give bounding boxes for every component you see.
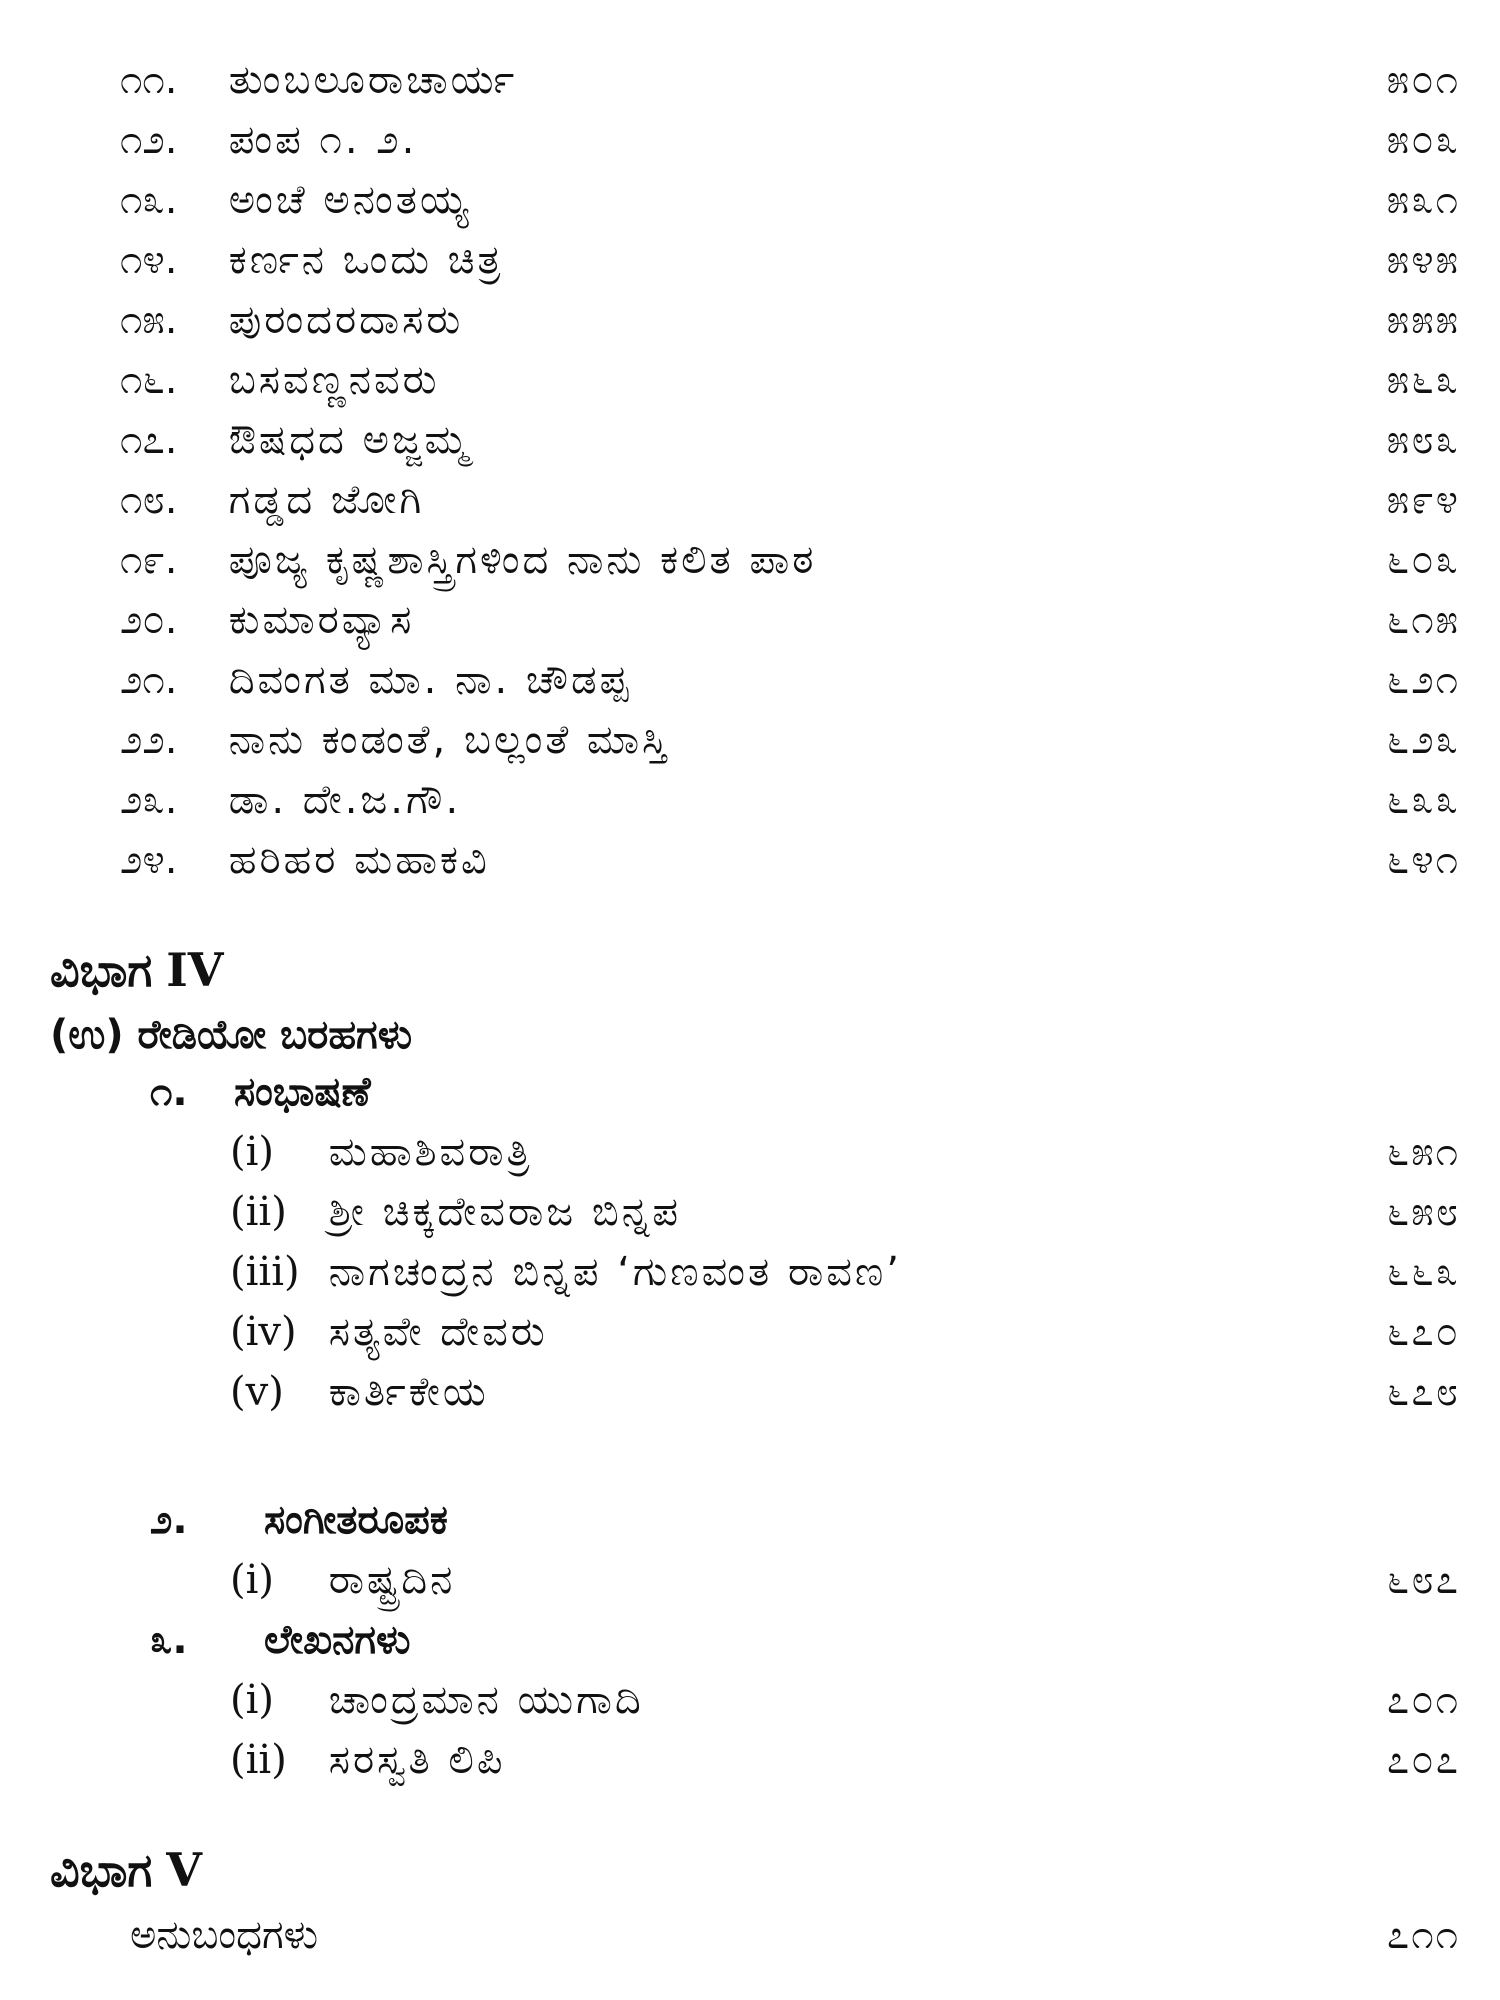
item-number: (iv) — [230, 1309, 297, 1355]
entry-page: ೫೦೧ — [1386, 57, 1460, 103]
item-page: ೭೦೭ — [1386, 1737, 1460, 1783]
toc-entry — [120, 590, 1460, 650]
item-title: ಕಾರ್ತಿಕೇಯ — [328, 1369, 489, 1415]
entry-number: ೨೪. — [120, 837, 178, 883]
entry-number: ೧೬. — [120, 357, 178, 403]
entry-title: ಹರಿಹರ ಮಹಾಕವಿ — [228, 837, 490, 883]
toc-entry — [120, 230, 1460, 290]
entry-page: ೫೦೩ — [1386, 117, 1460, 163]
group-heading-articles — [150, 1610, 1460, 1670]
entry-title: ಔಷಧದ ಅಜ್ಜಮ್ಮ — [228, 417, 472, 463]
entry-page: ೬೪೧ — [1386, 837, 1460, 883]
entry-title: ಪೂಜ್ಯ ಕೃಷ್ಣಶಾಸ್ತ್ರಿಗಳಿಂದ ನಾನು ಕಲಿತ ಪಾಠ — [228, 537, 817, 583]
toc-item — [230, 1730, 1460, 1790]
subsection-heading: (ಉ) ರೇಡಿಯೋ ಬರಹಗಳು — [50, 1012, 413, 1058]
toc-item — [230, 1362, 1460, 1422]
item-page: ೭೦೧ — [1386, 1677, 1460, 1723]
toc-item — [230, 1122, 1460, 1182]
section-roman: IV — [166, 943, 224, 997]
entry-number: ೧೧. — [120, 57, 178, 103]
entry-title: ಕುಮಾರವ್ಯಾಸ — [228, 597, 415, 643]
group-title: ಲೇಖನಗಳು — [263, 1617, 411, 1663]
group-heading-conversation — [150, 1062, 1460, 1122]
section-heading-iv — [50, 940, 223, 1000]
entry-number: ೧೪. — [120, 237, 178, 283]
item-title: ಚಾಂದ್ರಮಾನ ಯುಗಾದಿ — [328, 1677, 644, 1723]
toc-entry — [120, 110, 1460, 170]
entry-number: ೧೯. — [120, 537, 178, 583]
entry-number: ೧೩. — [120, 177, 178, 223]
group-title: ಸಂಗೀತರೂಪಕ — [263, 1497, 448, 1543]
toc-item — [230, 1302, 1460, 1362]
entry-page: ೫೮೩ — [1386, 417, 1460, 463]
entry-page: ೬೧೫ — [1386, 597, 1460, 643]
item-page: ೬೮೭ — [1386, 1557, 1460, 1603]
entry-page: ೬೩೩ — [1386, 777, 1460, 823]
entry-title: ಬಸವಣ್ಣನವರು — [228, 357, 440, 403]
entry-page: ೫೬೩ — [1386, 357, 1460, 403]
entry-number: ೨೧. — [120, 657, 178, 703]
toc-entry — [120, 290, 1460, 350]
item-title: ನಾಗಚಂದ್ರನ ಬಿನ್ನಪ ‘ಗುಣವಂತ ರಾವಣ’ — [328, 1249, 902, 1295]
group-number: ೧. — [150, 1069, 188, 1115]
entry-number: ೧೮. — [120, 477, 178, 523]
item-title: ಶ್ರೀ ಚಿಕ್ಕದೇವರಾಜ ಬಿನ್ನಪ — [328, 1189, 681, 1235]
entry-title: ಕರ್ಣನ ಒಂದು ಚಿತ್ರ — [228, 237, 504, 283]
item-title: ಅನುಬಂಧಗಳು — [130, 1912, 319, 1958]
entry-number: ೨೨. — [120, 717, 178, 763]
entry-page: ೬೦೩ — [1386, 537, 1460, 583]
toc-entry — [120, 410, 1460, 470]
section-heading-v — [50, 1840, 202, 1900]
toc-item — [230, 1182, 1460, 1242]
toc-entry — [120, 50, 1460, 110]
toc-entry — [120, 530, 1460, 590]
entry-page: ೫೪೫ — [1386, 237, 1460, 283]
item-title: ರಾಷ್ಟ್ರದಿನ — [328, 1557, 456, 1603]
item-page: ೬೫೧ — [1386, 1129, 1460, 1175]
toc-item — [130, 1905, 1460, 1965]
item-page: ೬೫೮ — [1386, 1189, 1460, 1235]
item-title: ಸತ್ಯವೇ ದೇವರು — [328, 1309, 548, 1355]
item-number: (i) — [230, 1677, 275, 1723]
item-title: ಸರಸ್ವತಿ ಲಿಪಿ — [328, 1737, 506, 1783]
toc-entry — [120, 170, 1460, 230]
entry-page: ೫೯೪ — [1386, 477, 1460, 523]
item-title: ಮಹಾಶಿವರಾತ್ರಿ — [328, 1129, 533, 1175]
toc-entry — [120, 350, 1460, 410]
entry-title: ನಾನು ಕಂಡಂತೆ, ಬಲ್ಲಂತೆ ಮಾಸ್ತಿ — [228, 717, 670, 763]
toc-entry — [120, 830, 1460, 890]
entry-title: ದಿವಂಗತ ಮಾ. ನಾ. ಚೌಡಪ್ಪ — [228, 657, 632, 703]
entry-title: ಅಂಚೆ ಅನಂತಯ್ಯ — [228, 177, 472, 223]
item-number: (i) — [230, 1129, 275, 1175]
item-page: ೭೧೧ — [1386, 1912, 1460, 1958]
entry-title: ಪುರಂದರದಾಸರು — [228, 297, 464, 343]
group-heading-musical-drama — [150, 1490, 1460, 1550]
entry-page: ೬೨೧ — [1386, 657, 1460, 703]
item-number: (ii) — [230, 1189, 287, 1235]
entry-number: ೧೫. — [120, 297, 178, 343]
entry-title: ಡಾ. ದೇ.ಜ.ಗೌ. — [228, 777, 462, 823]
item-page: ೬೭೮ — [1386, 1369, 1460, 1415]
item-number: (i) — [230, 1557, 275, 1603]
toc-entry — [120, 770, 1460, 830]
entry-page: ೫೫೫ — [1386, 297, 1460, 343]
entry-number: ೨೩. — [120, 777, 178, 823]
toc-item — [230, 1242, 1460, 1302]
item-number: (iii) — [230, 1249, 300, 1295]
toc-item — [230, 1550, 1460, 1610]
entry-title: ಗಡ್ಡದ ಜೋಗಿ — [228, 477, 425, 523]
entry-number: ೧೨. — [120, 117, 178, 163]
group-title: ಸಂಭಾಷಣೆ — [233, 1069, 371, 1115]
entry-title: ಪಂಪ ೧. ೨. — [228, 117, 418, 163]
entry-page: ೬೨೩ — [1386, 717, 1460, 763]
item-page: ೬೬೩ — [1386, 1249, 1460, 1295]
section-word: ವಿಭಾಗ — [50, 943, 153, 997]
entry-page: ೫೩೧ — [1386, 177, 1460, 223]
toc-entry — [120, 470, 1460, 530]
toc-item — [230, 1670, 1460, 1730]
item-number: (v) — [230, 1369, 284, 1415]
group-number: ೨. — [150, 1497, 188, 1543]
item-number: (ii) — [230, 1737, 287, 1783]
entry-number: ೨೦. — [120, 597, 178, 643]
group-number: ೩. — [150, 1617, 188, 1663]
entry-number: ೧೭. — [120, 417, 178, 463]
entry-title: ತುಂಬಲೂರಾಚಾರ್ಯ — [228, 57, 518, 103]
item-page: ೬೭೦ — [1386, 1309, 1460, 1355]
toc-entry — [120, 650, 1460, 710]
toc-entry — [120, 710, 1460, 770]
section-roman: V — [166, 1843, 202, 1897]
section-word: ವಿಭಾಗ — [50, 1843, 153, 1897]
